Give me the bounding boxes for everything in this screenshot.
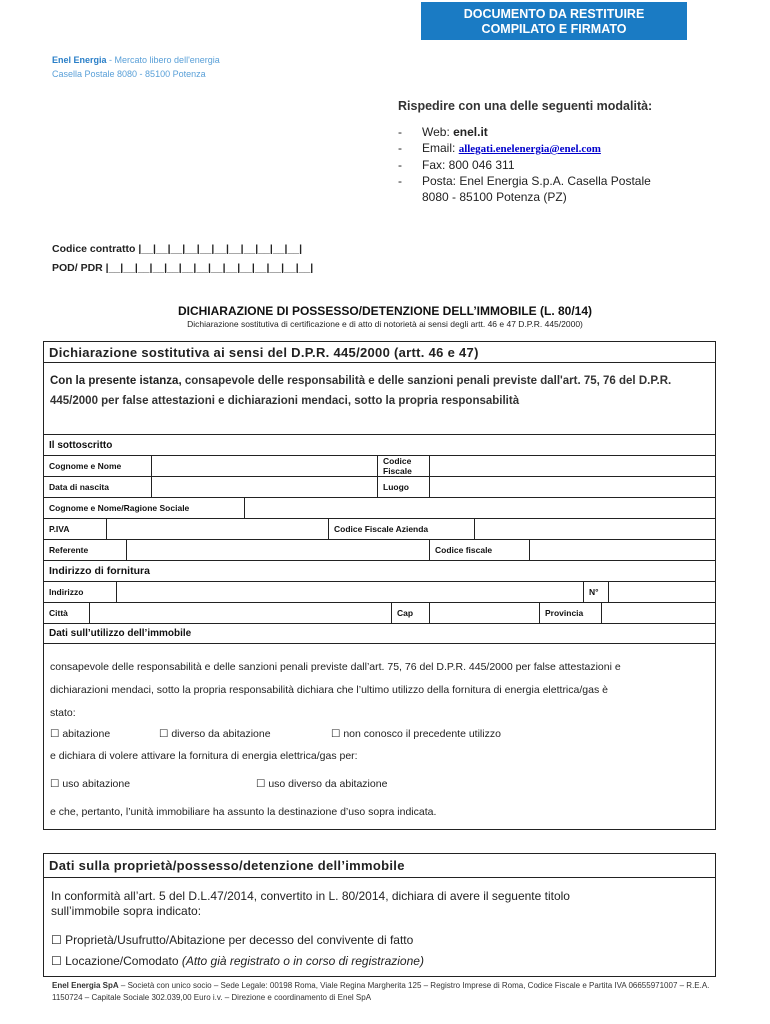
return-method-fax: - Fax: 800 046 311: [398, 158, 515, 172]
return-methods-list: [398, 124, 651, 205]
city-input[interactable]: [89, 603, 391, 623]
row-vat: [44, 518, 715, 539]
company-name-label: Cognome e Nome/Ragione Sociale: [49, 503, 190, 513]
row-birth: [44, 476, 715, 497]
zip-input[interactable]: [429, 603, 539, 623]
footer-legal: [52, 980, 712, 1004]
ownership-text-2: sull’immobile sopra indicato:: [51, 904, 202, 918]
row-company: [44, 497, 715, 518]
activate-text: e dichiara di volere attivare la fornitura di energia elettrica/gas per:: [50, 750, 358, 762]
supply-address-label: Indirizzo di fornitura: [49, 565, 150, 577]
return-method-email: - Email: allegati.enelenergia@enel.com: [398, 141, 601, 155]
checkbox-use-other[interactable]: ☐ uso diverso da abitazione: [256, 778, 388, 790]
company-fiscal-code-input[interactable]: [474, 519, 715, 539]
lease-label: ☐ Locazione/Comodato: [51, 954, 182, 968]
banner-line-1: DOCUMENTO DA RESTITUIRE: [463, 7, 645, 21]
return-method-web: - Web: enel.it: [398, 125, 488, 139]
fax-text: Fax: 800 046 311: [422, 158, 515, 172]
document-subtitle: Dichiarazione sostitutiva di certificazione e di atto di notorietà ai sensi degli artt. 46 e 47 D.P.R. 445/2000): [187, 319, 583, 329]
company-name-input[interactable]: [244, 498, 715, 518]
birth-date-input[interactable]: [151, 477, 377, 497]
fiscal-code-label: Codice Fiscale: [377, 456, 429, 476]
return-document-banner: [421, 2, 687, 40]
contact-label: Referente: [49, 545, 89, 555]
row-supply-address-heading: [44, 560, 715, 581]
vat-input[interactable]: [106, 519, 328, 539]
surname-name-label: Cognome e Nome: [49, 461, 122, 471]
surname-name-input[interactable]: [151, 456, 377, 476]
ownership-box: [43, 853, 716, 977]
usage-text-3: stato:: [50, 707, 76, 719]
checkbox-use-home[interactable]: ☐ uso abitazione: [50, 778, 131, 790]
checkbox-lease[interactable]: [51, 954, 424, 969]
web-link[interactable]: enel.it: [453, 125, 488, 139]
province-label: Provincia: [539, 603, 601, 623]
usage-text-2: dichiarazioni mendaci, sotto la propria responsabilità dichiara che l’ultimo utilizzo della fornitura di energia elettrica/gas è: [50, 684, 608, 696]
province-input[interactable]: [601, 603, 715, 623]
post-line-2: 8080 - 85100 Potenza (PZ): [422, 190, 567, 204]
contact-fiscal-code-input[interactable]: [529, 540, 715, 560]
checkbox-previous-home[interactable]: ☐ abitazione: [50, 728, 111, 740]
sender-address: [52, 53, 220, 81]
return-methods-title: Rispedire con una delle seguenti modalità:: [398, 99, 653, 113]
declaration-intro: [44, 363, 715, 411]
row-contact: [44, 539, 715, 560]
declaration-box: [43, 341, 716, 830]
intro-rest: consapevole delle responsabilità e delle sanzioni penali previste dall'art. 75, 76 del D.P.R. 445/2000 per false attestazioni e dichiarazioni mendaci, sotto la propria responsabilità: [50, 375, 672, 407]
birth-place-input[interactable]: [429, 477, 715, 497]
street-number-label: N°: [583, 582, 608, 602]
fiscal-code-input[interactable]: [429, 456, 715, 476]
checkbox-previous-unknown[interactable]: ☐ non conosco il precedente utilizzo: [331, 728, 501, 740]
closing-text: e che, pertanto, l’unità immobiliare ha assunto la destinazione d’uso sopra indicata.: [50, 806, 437, 818]
post-line-1: Posta: Enel Energia S.p.A. Casella Postale: [422, 174, 651, 188]
row-address: [44, 581, 715, 602]
declaration-box-title: Dichiarazione sostitutiva ai sensi del D.P.R. 445/2000 (artt. 46 e 47): [44, 342, 715, 363]
contact-fiscal-code-label: Codice fiscale: [429, 540, 529, 560]
contract-codes: [52, 240, 313, 278]
lease-note: (Atto già registrato o in corso di registrazione): [181, 954, 424, 968]
ownership-box-title: Dati sulla proprietà/possesso/detenzione dell’immobile: [44, 854, 715, 878]
birth-date-label: Data di nascita: [49, 482, 109, 492]
city-label: Città: [49, 608, 68, 618]
intro-strong: Con la presente istanza,: [50, 375, 182, 387]
address-label: Indirizzo: [49, 587, 84, 597]
ownership-text-1: In conformità all’art. 5 del D.L.47/2014, convertito in L. 80/2014, dichiara di avere il seguente titolo: [51, 889, 570, 903]
address-input[interactable]: [116, 582, 583, 602]
sender-postal-box: Casella Postale 8080 - 85100 Potenza: [52, 69, 206, 79]
web-label: Web:: [422, 125, 454, 139]
undersigned-label: Il sottoscritto: [49, 439, 113, 451]
usage-text-1: consapevole delle responsabilità e delle sanzioni penali previste dall’art. 75, 76 del D.P.R. 445/2000 per false attestazioni e: [50, 661, 621, 673]
email-link[interactable]: allegati.enelenergia@enel.com: [458, 143, 601, 155]
footer-text: – Società con unico socio – Sede Legale: 00198 Roma, Viale Regina Margherita 125 – Registro Imprese di Roma, Codice Fiscale e Partita IVA 06655971007 – R.E.A. 1150724 – Capitale Sociale 302.039,00 Euro i.v. – Direzione e coordinamento di Enel SpA: [52, 981, 710, 1002]
vat-label: P.IVA: [49, 524, 70, 534]
checkbox-property[interactable]: ☐ Proprietà/Usufrutto/Abitazione per decesso del convivente di fatto: [51, 933, 414, 947]
row-name-fiscal: [44, 455, 715, 476]
row-usage-heading: [44, 623, 715, 644]
return-method-post: - Posta: Enel Energia S.p.A. Casella Postale 8080 - 85100 Potenza (PZ): [398, 174, 651, 204]
checkbox-previous-other[interactable]: ☐ diverso da abitazione: [159, 728, 271, 740]
street-number-input[interactable]: [608, 582, 715, 602]
banner-line-2: COMPILATO E FIRMATO: [481, 22, 627, 36]
footer-company: Enel Energia SpA: [52, 981, 119, 990]
sender-brand: Enel Energia: [52, 55, 107, 65]
contact-input[interactable]: [126, 540, 429, 560]
birth-place-label: Luogo: [377, 477, 429, 497]
usage-label: Dati sull’utilizzo dell’immobile: [49, 628, 192, 639]
contract-code-field[interactable]: Codice contratto |__|__|__|__|__|__|__|__|__|__|__|: [52, 243, 303, 255]
zip-label: Cap: [391, 603, 429, 623]
document-title: DICHIARAZIONE DI POSSESSO/DETENZIONE DELL’IMMOBILE (L. 80/14): [177, 304, 593, 318]
company-fiscal-code-label: Codice Fiscale Azienda: [328, 519, 474, 539]
sender-brand-rest: - Mercato libero dell'energia: [106, 55, 220, 65]
row-undersigned: [44, 434, 715, 455]
pod-pdr-field[interactable]: POD/ PDR |__|__|__|__|__|__|__|__|__|__|__|__|__|__|: [52, 262, 314, 274]
row-city: [44, 602, 715, 623]
email-label: Email:: [422, 141, 459, 155]
